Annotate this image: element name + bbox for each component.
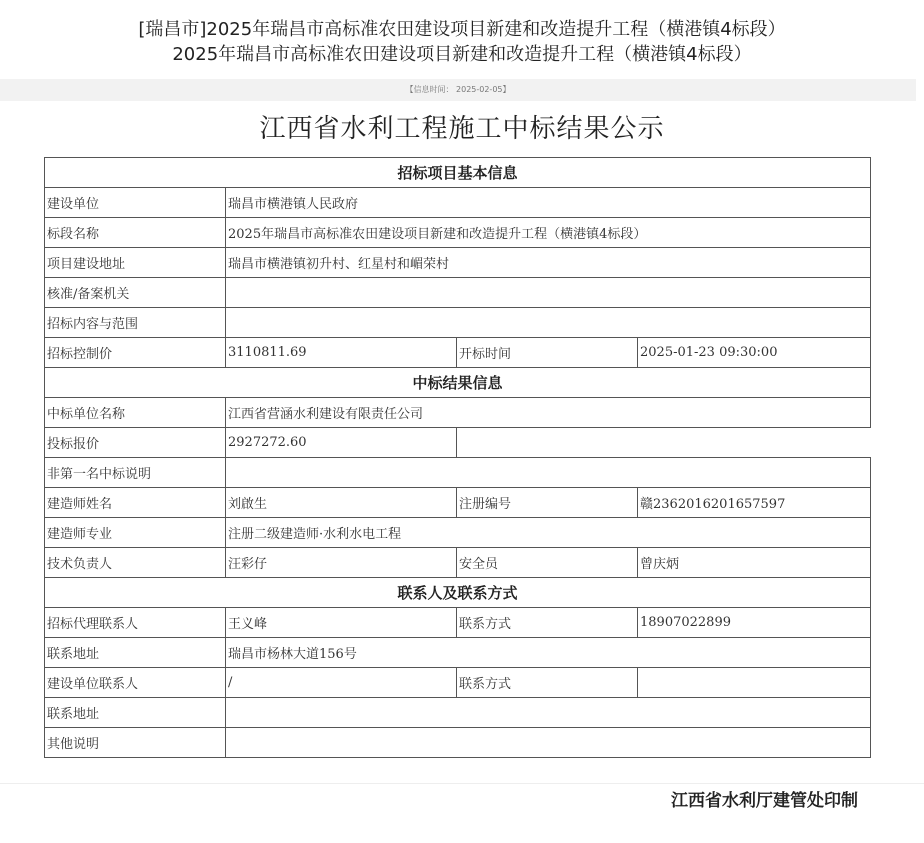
label-cell: 联系地址 bbox=[45, 698, 226, 728]
table-row bbox=[45, 218, 871, 248]
label-cell: 标段名称 bbox=[45, 218, 226, 248]
info-time-bar: 【信息时间： 2025-02-05】 bbox=[0, 79, 916, 101]
section-row-contact bbox=[45, 578, 871, 608]
value-cell bbox=[226, 278, 871, 308]
label-cell: 非第一名中标说明 bbox=[45, 458, 226, 488]
value-cell: 曾庆炳 bbox=[638, 548, 871, 578]
table-row bbox=[45, 518, 871, 548]
label-cell: 开标时间 bbox=[457, 338, 638, 368]
label-cell: 建造师专业 bbox=[45, 518, 226, 548]
value-cell: / bbox=[226, 668, 457, 698]
label-cell: 注册编号 bbox=[457, 488, 638, 518]
section-row-basic bbox=[45, 158, 871, 188]
table-row bbox=[45, 668, 871, 698]
page-title-line2: 2025年瑞昌市高标准农田建设项目新建和改造提升工程（横港镇4标段） bbox=[172, 44, 752, 65]
table-row bbox=[45, 608, 871, 638]
result-table bbox=[44, 157, 871, 758]
table-row bbox=[45, 638, 871, 668]
footer-divider bbox=[0, 783, 924, 784]
table-row bbox=[45, 338, 871, 368]
section-title-basic: 招标项目基本信息 bbox=[45, 158, 871, 188]
value-cell: 注册二级建造师·水利水电工程 bbox=[226, 518, 871, 548]
value-cell: 2025-01-23 09:30:00 bbox=[638, 338, 871, 368]
label-cell: 建设单位联系人 bbox=[45, 668, 226, 698]
table-row bbox=[45, 458, 871, 488]
value-cell bbox=[226, 728, 871, 758]
value-cell: 瑞昌市横港镇人民政府 bbox=[226, 188, 871, 218]
label-cell: 投标报价 bbox=[45, 428, 226, 458]
value-cell: 18907022899 bbox=[638, 608, 871, 638]
value-cell bbox=[226, 698, 871, 728]
value-cell bbox=[226, 458, 871, 488]
empty-cell bbox=[457, 428, 871, 458]
value-cell: 江西省营涵水利建设有限责任公司 bbox=[226, 398, 871, 428]
value-cell: 瑞昌市杨林大道156号 bbox=[226, 638, 871, 668]
label-cell: 核准/备案机关 bbox=[45, 278, 226, 308]
table-row bbox=[45, 188, 871, 218]
table-row bbox=[45, 398, 871, 428]
page-title-line1: [瑞昌市]2025年瑞昌市高标准农田建设项目新建和改造提升工程（横港镇4标段） bbox=[138, 19, 786, 40]
label-cell: 建设单位 bbox=[45, 188, 226, 218]
value-cell: 赣2362016201657597 bbox=[638, 488, 871, 518]
value-cell: 瑞昌市横港镇初升村、红星村和嵋荣村 bbox=[226, 248, 871, 278]
value-cell: 刘啟生 bbox=[226, 488, 457, 518]
table-row bbox=[45, 548, 871, 578]
label-cell: 招标控制价 bbox=[45, 338, 226, 368]
value-cell: 2025年瑞昌市高标准农田建设项目新建和改造提升工程（横港镇4标段） bbox=[226, 218, 871, 248]
value-cell bbox=[638, 668, 871, 698]
label-cell: 安全员 bbox=[457, 548, 638, 578]
label-cell: 中标单位名称 bbox=[45, 398, 226, 428]
label-cell: 建造师姓名 bbox=[45, 488, 226, 518]
label-cell: 招标内容与范围 bbox=[45, 308, 226, 338]
label-cell: 项目建设地址 bbox=[45, 248, 226, 278]
table-row bbox=[45, 698, 871, 728]
label-cell: 联系方式 bbox=[457, 668, 638, 698]
label-cell: 联系地址 bbox=[45, 638, 226, 668]
value-cell: 3110811.69 bbox=[226, 338, 457, 368]
table-row bbox=[45, 488, 871, 518]
table-row bbox=[45, 308, 871, 338]
label-cell: 招标代理联系人 bbox=[45, 608, 226, 638]
document-title: 江西省水利工程施工中标结果公示 bbox=[259, 114, 665, 144]
label-cell: 联系方式 bbox=[457, 608, 638, 638]
label-cell: 其他说明 bbox=[45, 728, 226, 758]
table-row bbox=[45, 278, 871, 308]
table-row bbox=[45, 248, 871, 278]
value-cell: 王义峰 bbox=[226, 608, 457, 638]
value-cell: 汪彩仔 bbox=[226, 548, 457, 578]
table-row bbox=[45, 428, 871, 458]
footer-printer: 江西省水利厅建管处印制 bbox=[671, 791, 858, 811]
value-cell: 2927272.60 bbox=[226, 428, 457, 458]
section-title-result: 中标结果信息 bbox=[45, 368, 871, 398]
table-row bbox=[45, 728, 871, 758]
label-cell: 技术负责人 bbox=[45, 548, 226, 578]
section-row-result bbox=[45, 368, 871, 398]
value-cell bbox=[226, 308, 871, 338]
section-title-contact: 联系人及联系方式 bbox=[45, 578, 871, 608]
